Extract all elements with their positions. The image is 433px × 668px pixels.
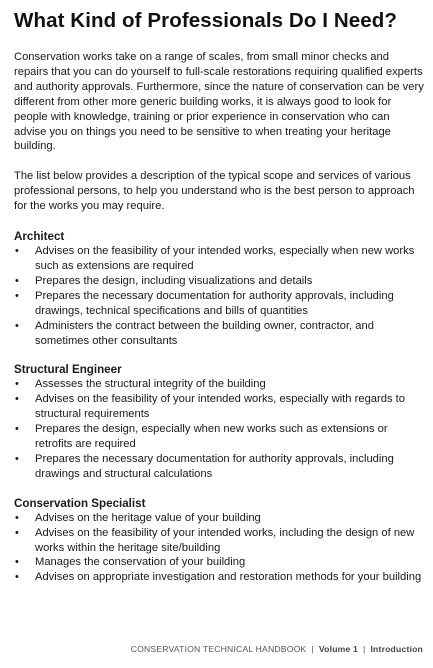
list-item: • Administers the contract between the building owner, contractor, and sometimes other consultants	[14, 319, 424, 349]
list-item: • Prepares the design, including visualizations and details	[14, 274, 424, 289]
bullet-list	[14, 511, 424, 586]
section-title: Conservation Specialist	[14, 496, 146, 510]
footer-separator: |	[363, 644, 366, 654]
list-item: • Advises on the feasibility of your intended works, especially with regards to structural requirements	[14, 392, 424, 422]
list-item: • Advises on the feasibility of your intended works, including the design of new works within the heritage site/building	[14, 526, 424, 556]
section-conservation-specialist	[14, 496, 424, 586]
list-intro-paragraph: The list below provides a description of the typical scope and services of various professional persons, to help you understand who is the best person to approach for the works you may require.	[14, 170, 415, 213]
list-item: • Assesses the structural integrity of the building	[14, 377, 424, 392]
list-item: • Advises on the heritage value of your building	[14, 511, 424, 526]
section-architect	[14, 229, 424, 348]
page-title: What Kind of Professionals Do I Need?	[14, 9, 397, 32]
bullet-list	[14, 244, 424, 348]
footer-chapter: Introduction	[370, 644, 423, 654]
section-title: Architect	[14, 230, 65, 244]
section-structural-engineer	[14, 362, 424, 481]
list-item: • Manages the conservation of your building	[14, 555, 424, 570]
list-item: • Prepares the necessary documentation for authority approvals, including drawings and structural calculations	[14, 452, 424, 482]
list-item: • Prepares the design, especially when new works such as extensions or retrofits are required	[14, 422, 424, 452]
document-page	[14, 8, 424, 585]
intro-paragraph: Conservation works take on a range of scales, from small minor checks and repairs that you can do yourself to full-scale restorations requiring qualified experts and authority approvals. Furthermore, since the nature of conservation can be very different from other more generic building works, it is always good to look for people with knowledge, training or prior experience in conservation who can advise you on things you need to be sensitive to when treating your heritage building.	[14, 51, 424, 153]
list-item: • Prepares the necessary documentation for authority approvals, including drawings, technical specifications and bills of quantities	[14, 289, 424, 319]
list-item: • Advises on appropriate investigation and restoration methods for your building	[14, 570, 424, 585]
footer-separator: |	[311, 644, 314, 654]
section-title: Structural Engineer	[14, 363, 122, 377]
list-item: • Advises on the feasibility of your intended works, especially when new works such as extensions are required	[14, 244, 424, 274]
footer-handbook-name: CONSERVATION TECHNICAL HANDBOOK	[130, 644, 307, 654]
bullet-list	[14, 377, 424, 481]
footer-volume: Volume 1	[318, 644, 359, 654]
page-footer	[131, 643, 423, 655]
